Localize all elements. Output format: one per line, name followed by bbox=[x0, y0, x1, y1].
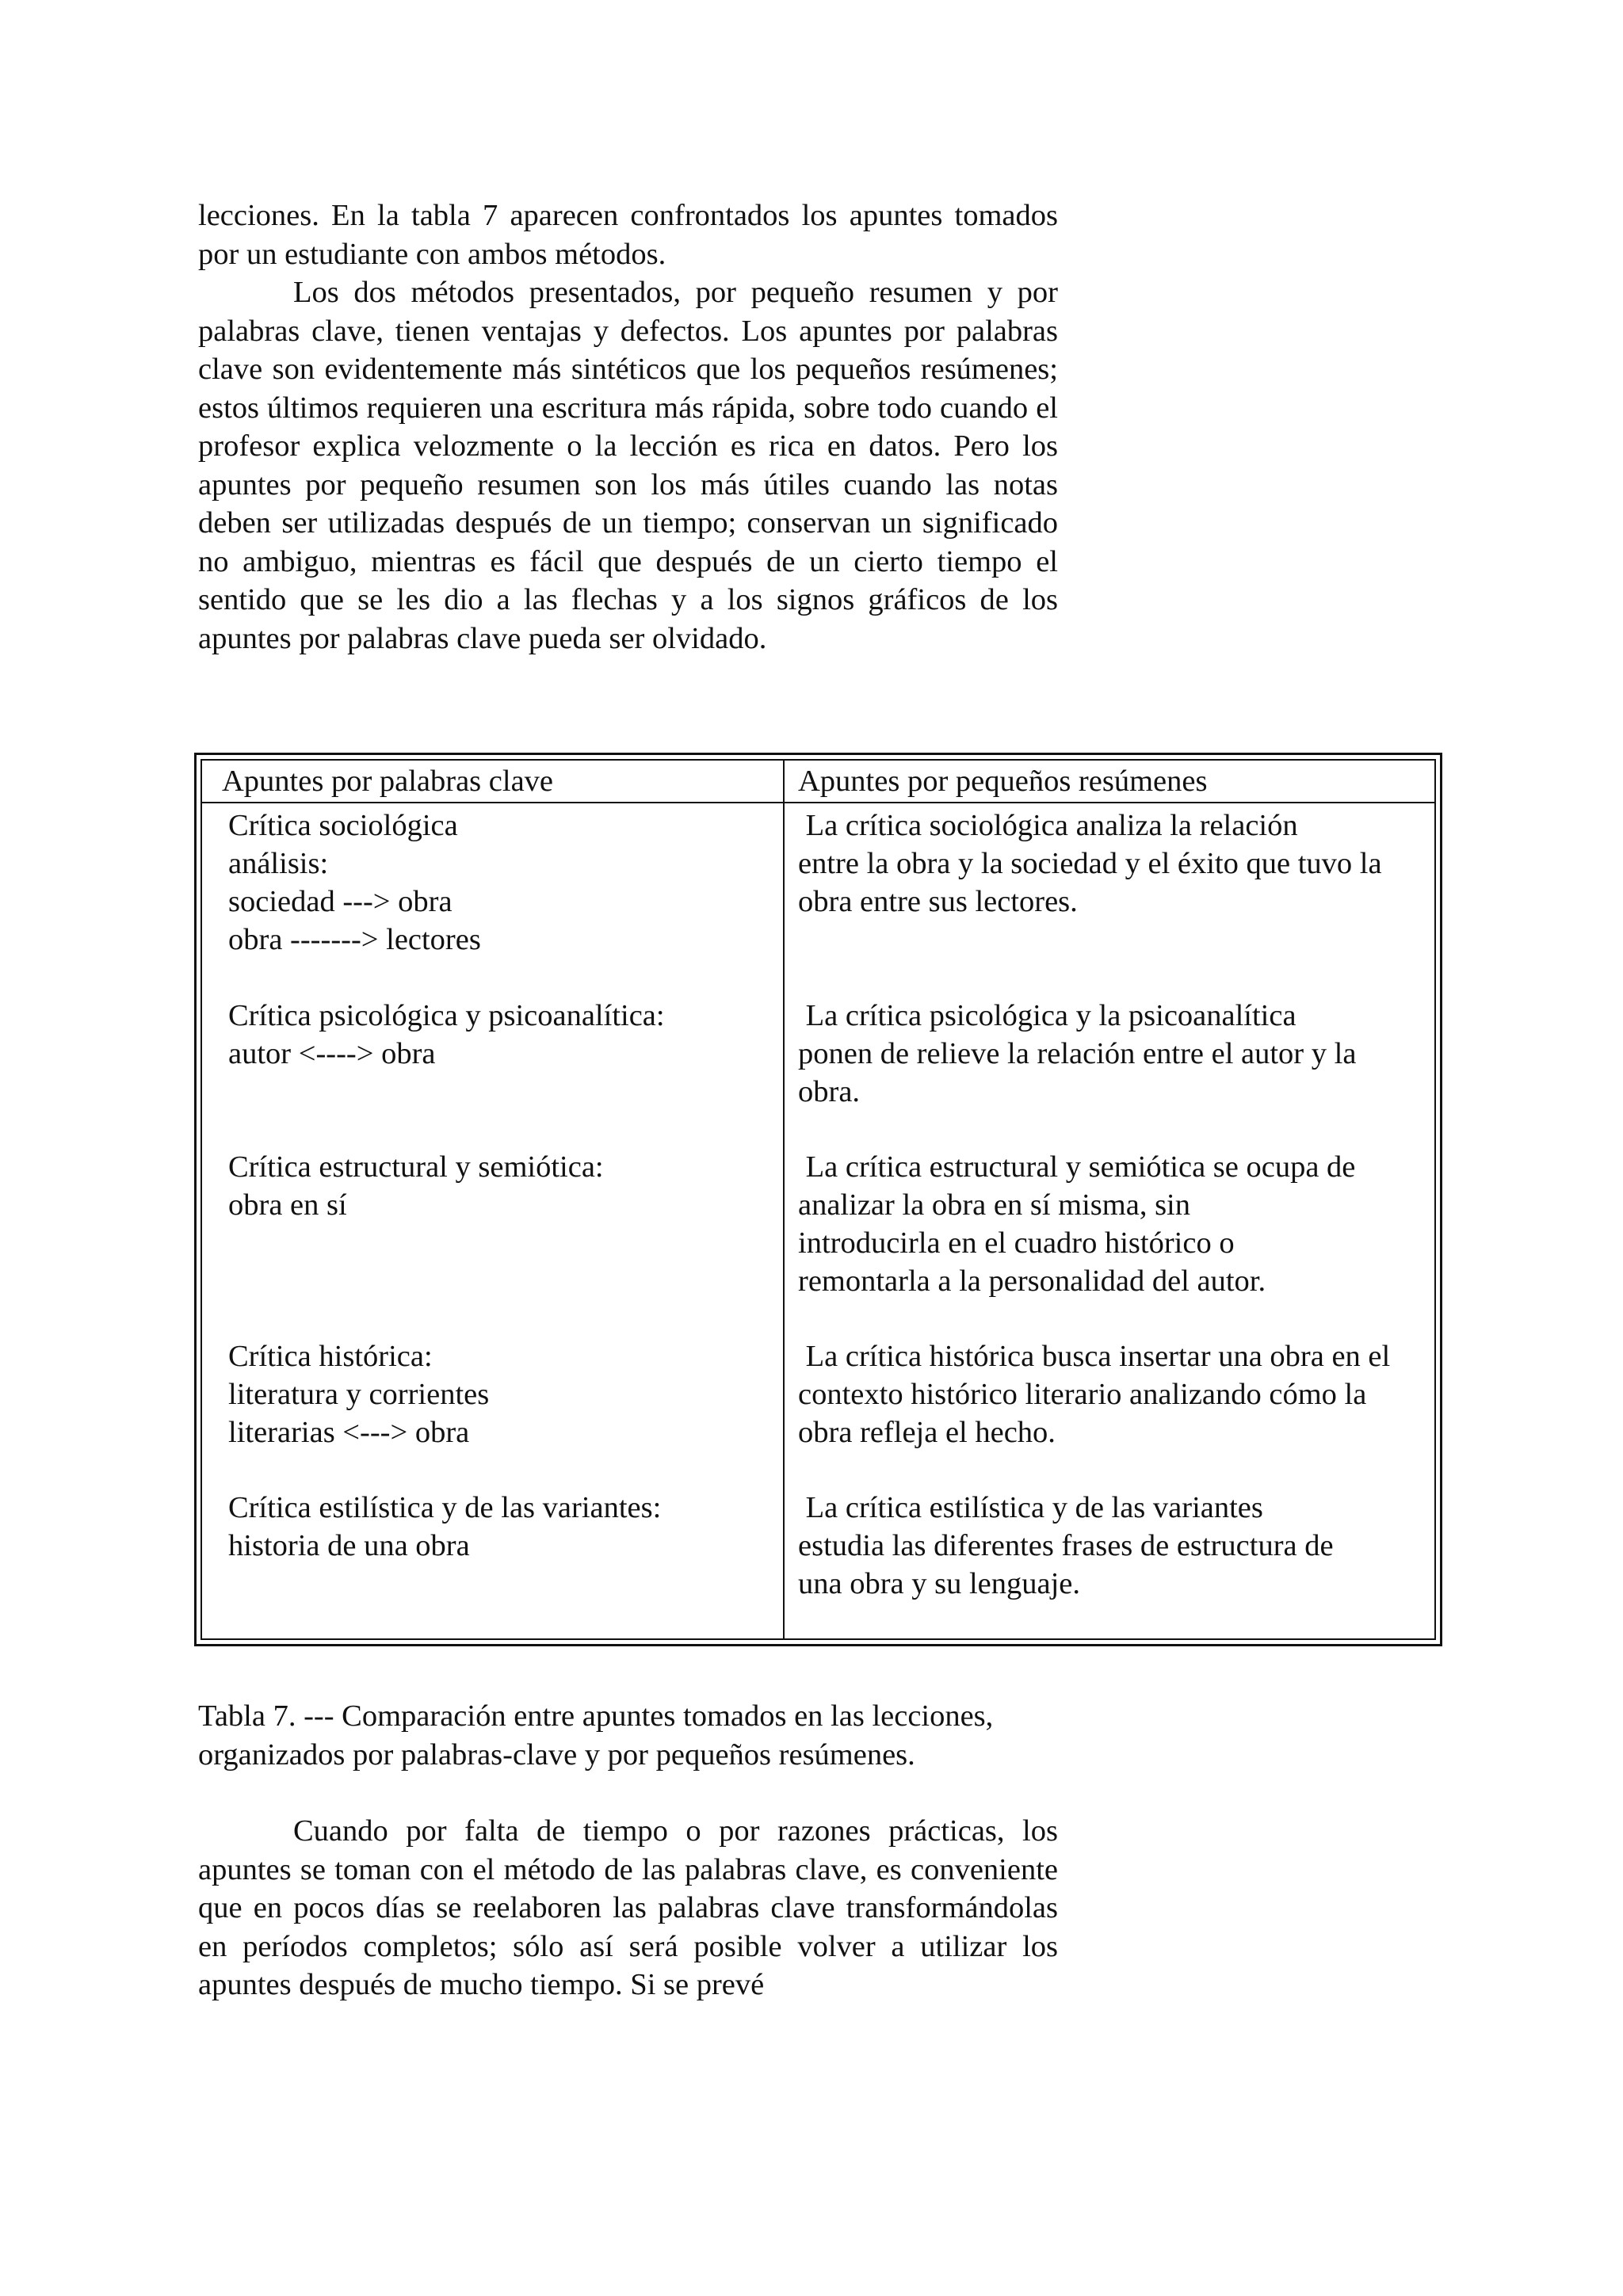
table-row-stylistic-summary: La crítica estilística y de las variantes estudia las diferentes frases de estructura de una obra y su lenguaje. bbox=[798, 1491, 1334, 1600]
comparison-table bbox=[194, 753, 1442, 1646]
table-row-historical-summary: La crítica histórica busca insertar una obra en el contexto histórico literario analizando cómo la obra refleja el hecho. bbox=[798, 1340, 1391, 1449]
table-row-historical-keywords: Crítica histórica: literatura y corrientes literarias <---> obra bbox=[228, 1340, 490, 1449]
table-header-rule bbox=[202, 802, 1434, 803]
table-row-structural-summary: La crítica estructural y semiótica se ocupa de analizar la obra en sí misma, sin introducirla en el cuadro histórico o remontarla a la personalidad del autor. bbox=[798, 1150, 1356, 1298]
table-row-structural-keywords: Crítica estructural y semiótica: obra en sí bbox=[228, 1150, 604, 1222]
table-row-stylistic-keywords: Crítica estilística y de las variantes: historia de una obra bbox=[228, 1491, 662, 1562]
paragraph-keyword-rework: Cuando por falta de tiempo o por razones prácticas, los apuntes se toman con el método de las palabras clave, es conveniente que en pocos días se reelaboren las palabras clave transformándolas en períodos completos; sólo así será posible volver a utilizar los apuntes después de mucho tiempo. Si se prevé bbox=[198, 1814, 1058, 2001]
comparison-table-inner bbox=[200, 759, 1436, 1640]
table-caption: Tabla 7. --- Comparación entre apuntes tomados en las lecciones, organizados por palabras-clave y por pequeños resúmenes. bbox=[198, 1699, 994, 1772]
table-row-psychological-keywords: Crítica psicológica y psicoanalítica: autor <----> obra bbox=[228, 999, 665, 1070]
table-row-psychological-summary: La crítica psicológica y la psicoanalítica ponen de relieve la relación entre el autor y la obra. bbox=[798, 999, 1357, 1108]
table-caption-block bbox=[198, 1697, 1058, 1774]
bottom-text-block bbox=[198, 1812, 1058, 2004]
table-row-sociological-summary: La crítica sociológica analiza la relación entre la obra y la sociedad y el éxito que tuvo la obra entre sus lectores. bbox=[798, 809, 1382, 918]
table-header-keywords: Apuntes por palabras clave bbox=[222, 765, 553, 798]
table-column-divider bbox=[783, 761, 785, 1638]
table-header-summaries: Apuntes por pequeños resúmenes bbox=[798, 765, 1208, 798]
top-text-block bbox=[198, 196, 1058, 658]
table-row-sociological-keywords: Crítica sociológica análisis: sociedad ---> obra obra -------> lectores bbox=[228, 809, 481, 956]
paragraph-methods-comparison: Los dos métodos presentados, por pequeño resumen y por palabras clave, tienen ventajas y defectos. Los apuntes por palabras clave son evidentemente más sintéticos que los pequeños resúmenes; estos últimos requieren una escritura más rápida, sobre todo cuando el profesor explica velozmente o la lección es rica en datos. Pero los apuntes por pequeño resumen son los más útiles cuando las notas deben ser utilizadas después de un tiempo; conservan un significado no ambiguo, mientras es fácil que después de un cierto tiempo el sentido que se les dio a las flechas y a los signos gráficos de los apuntes por palabras clave pueda ser olvidado. bbox=[198, 276, 1058, 655]
paragraph-continuation: lecciones. En la tabla 7 aparecen confrontados los apuntes tomados por un estudiante con ambos métodos. bbox=[198, 199, 1058, 271]
